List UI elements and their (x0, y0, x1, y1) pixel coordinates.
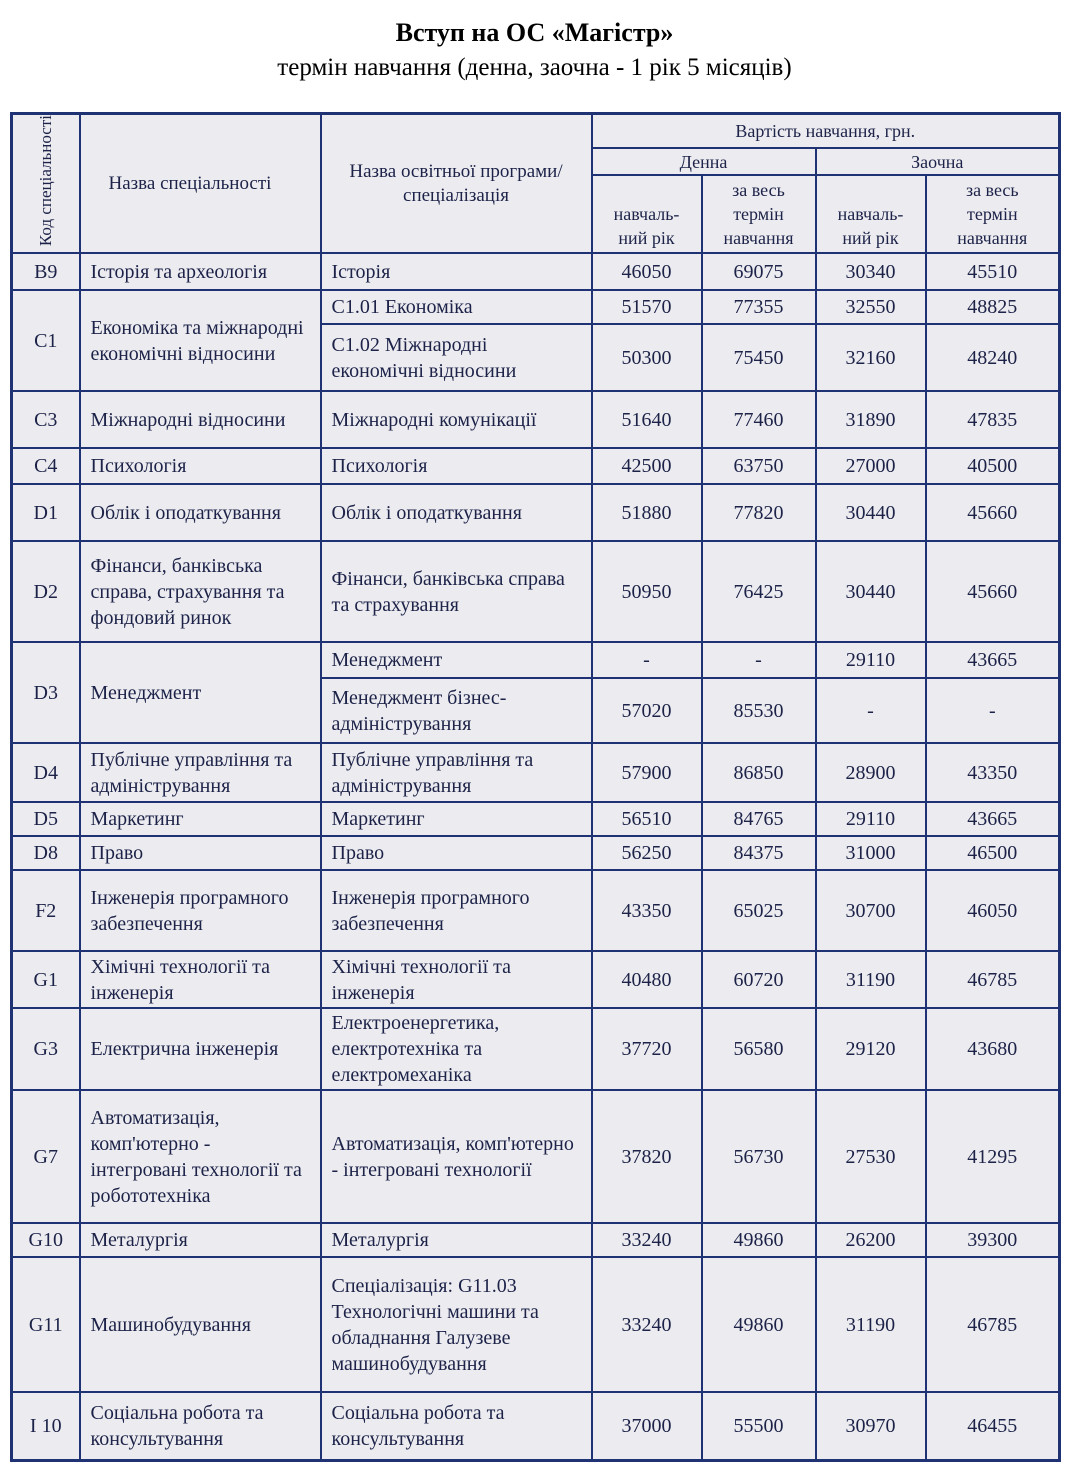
table-row (12, 1257, 1060, 1392)
row-d-year: 57020 (592, 678, 702, 743)
row-z-total: 43680 (926, 1008, 1060, 1090)
row-d-total: 84765 (702, 802, 816, 836)
row-z-year: 31890 (816, 391, 926, 448)
header-fulltime-year: навчаль- ний рік (592, 175, 702, 253)
row-program: Публічне управління та адміністрування (321, 743, 592, 802)
row-z-total: 43665 (926, 642, 1060, 678)
row-z-year: 30440 (816, 484, 926, 541)
row-z-total: 46785 (926, 1257, 1060, 1392)
row-program: Менеджмент (321, 642, 592, 678)
row-program: Право (321, 836, 592, 870)
row-d-total: 76425 (702, 541, 816, 642)
row-d-total: 56730 (702, 1090, 816, 1223)
table-row (12, 743, 1060, 802)
header-fulltime-total: за весь термін навчання (702, 175, 816, 253)
row-z-year: 29120 (816, 1008, 926, 1090)
row-specialty: Фінанси, банківська справа, страхування та фондовий ринок (80, 541, 321, 642)
table-row (12, 1008, 1060, 1090)
row-program: Менеджмент бізнес-адміністрування (321, 678, 592, 743)
row-d-total: 84375 (702, 836, 816, 870)
row-specialty: Машинобудування (80, 1257, 321, 1392)
row-z-year: 29110 (816, 802, 926, 836)
row-d-total: 77460 (702, 391, 816, 448)
row-d-year: 37820 (592, 1090, 702, 1223)
row-z-year: 32550 (816, 290, 926, 324)
row-d-year: 43350 (592, 870, 702, 951)
row-d-total: 77820 (702, 484, 816, 541)
header-cost: Вартість навчання, грн. (592, 114, 1060, 149)
row-z-total: 40500 (926, 448, 1060, 484)
table-row (12, 1392, 1060, 1460)
table-row (12, 836, 1060, 870)
row-d-total: 69075 (702, 253, 816, 290)
row-z-year: 27000 (816, 448, 926, 484)
row-z-total: 43665 (926, 802, 1060, 836)
row-program: Металургія (321, 1223, 592, 1257)
row-specialty: Психологія (80, 448, 321, 484)
row-d-year: 56250 (592, 836, 702, 870)
row-code: D5 (12, 802, 80, 836)
row-specialty: Металургія (80, 1223, 321, 1257)
row-specialty: Електрична інженерія (80, 1008, 321, 1090)
row-program: Інженерія програмного забезпечення (321, 870, 592, 951)
row-specialty: Автоматизація, комп'ютерно - інтегровані технології та робототехніка (80, 1090, 321, 1223)
row-code: C4 (12, 448, 80, 484)
table-row (12, 253, 1060, 290)
row-specialty: Соціальна робота та консультування (80, 1392, 321, 1460)
row-d-year: 40480 (592, 951, 702, 1008)
row-specialty: Право (80, 836, 321, 870)
row-code: C1 (12, 290, 80, 391)
row-z-year: 28900 (816, 743, 926, 802)
row-specialty: Маркетинг (80, 802, 321, 836)
row-d-total: 56580 (702, 1008, 816, 1090)
row-code: D3 (12, 642, 80, 743)
row-program: Спеціалізація: G11.03 Технологічні машини та обладнання Галузеве машинобудування (321, 1257, 592, 1392)
row-code: G7 (12, 1090, 80, 1223)
row-z-year: 27530 (816, 1090, 926, 1223)
row-code: G1 (12, 951, 80, 1008)
row-d-year: 42500 (592, 448, 702, 484)
header-program: Назва освітньої програми/спеціалізація (321, 114, 592, 254)
header-fulltime: Денна (592, 148, 816, 175)
row-z-total: 48825 (926, 290, 1060, 324)
row-z-year: 30700 (816, 870, 926, 951)
row-code: D1 (12, 484, 80, 541)
row-d-total: 49860 (702, 1257, 816, 1392)
row-code: G11 (12, 1257, 80, 1392)
row-specialty: Історія та археологія (80, 253, 321, 290)
table-row (12, 802, 1060, 836)
row-d-year: 50950 (592, 541, 702, 642)
row-d-year: 51880 (592, 484, 702, 541)
row-specialty: Міжнародні відносини (80, 391, 321, 448)
row-code: I 10 (12, 1392, 80, 1460)
header-parttime: Заочна (816, 148, 1060, 175)
row-z-year: 31190 (816, 1257, 926, 1392)
row-z-total: 47835 (926, 391, 1060, 448)
row-specialty: Хімічні технології та інженерія (80, 951, 321, 1008)
row-program: Соціальна робота та консультування (321, 1392, 592, 1460)
row-d-year: 33240 (592, 1257, 702, 1392)
row-z-total: 46500 (926, 836, 1060, 870)
row-d-total: 65025 (702, 870, 816, 951)
row-code: F2 (12, 870, 80, 951)
row-z-year: 30340 (816, 253, 926, 290)
row-d-year: 56510 (592, 802, 702, 836)
row-z-total: 41295 (926, 1090, 1060, 1223)
row-specialty: Інженерія програмного забезпечення (80, 870, 321, 951)
row-program: Маркетинг (321, 802, 592, 836)
row-d-total: 60720 (702, 951, 816, 1008)
row-z-total: 46050 (926, 870, 1060, 951)
row-d-total: 85530 (702, 678, 816, 743)
row-d-year: 51640 (592, 391, 702, 448)
row-d-total: 63750 (702, 448, 816, 484)
table-row (12, 951, 1060, 1008)
row-code: D8 (12, 836, 80, 870)
row-z-total: 46455 (926, 1392, 1060, 1460)
row-specialty: Менеджмент (80, 642, 321, 743)
header-parttime-total: за весь термін навчання (926, 175, 1060, 253)
table-row (12, 541, 1060, 642)
header-specialty: Назва спеціальності (80, 114, 321, 254)
header-parttime-year: навчаль- ний рік (816, 175, 926, 253)
header-code: Код спеціальності (12, 114, 80, 254)
row-z-year: 30970 (816, 1392, 926, 1460)
page-subtitle: термін навчання (денна, заочна - 1 рік 5 місяців) (277, 54, 792, 81)
row-specialty: Економіка та міжнародні економічні відносини (80, 290, 321, 391)
row-d-year: 46050 (592, 253, 702, 290)
row-z-year: 32160 (816, 324, 926, 391)
row-z-total: 48240 (926, 324, 1060, 391)
row-d-year: 51570 (592, 290, 702, 324)
row-z-total: 43350 (926, 743, 1060, 802)
row-d-year: 57900 (592, 743, 702, 802)
row-program: С1.02 Міжнародні економічні відносини (321, 324, 592, 391)
row-code: C3 (12, 391, 80, 448)
row-program: Автоматизація, комп'ютерно - інтегровані технології (321, 1090, 592, 1223)
page-title: Вступ на ОС «Магістр» (395, 18, 674, 47)
row-z-total: 45660 (926, 541, 1060, 642)
row-d-total: 86850 (702, 743, 816, 802)
row-d-total: 55500 (702, 1392, 816, 1460)
row-d-year: 37720 (592, 1008, 702, 1090)
row-code: G10 (12, 1223, 80, 1257)
tuition-table (10, 112, 1061, 1462)
row-specialty: Облік і оподаткування (80, 484, 321, 541)
table-row (12, 448, 1060, 484)
row-program: Фінанси, банківська справа та страхування (321, 541, 592, 642)
row-program: Хімічні технології та інженерія (321, 951, 592, 1008)
row-specialty: Публічне управління та адміністрування (80, 743, 321, 802)
table-row (12, 484, 1060, 541)
row-z-year: 26200 (816, 1223, 926, 1257)
row-program: Електроенергетика, електротехніка та електромеханіка (321, 1008, 592, 1090)
table-row (12, 391, 1060, 448)
row-code: D2 (12, 541, 80, 642)
row-z-year: 29110 (816, 642, 926, 678)
row-z-total: 39300 (926, 1223, 1060, 1257)
row-z-total: 46785 (926, 951, 1060, 1008)
table-row (12, 870, 1060, 951)
row-d-year: 33240 (592, 1223, 702, 1257)
table-row (12, 642, 1060, 678)
row-d-total: - (702, 642, 816, 678)
row-d-total: 77355 (702, 290, 816, 324)
row-code: D4 (12, 743, 80, 802)
row-z-total: - (926, 678, 1060, 743)
row-z-total: 45510 (926, 253, 1060, 290)
row-code: B9 (12, 253, 80, 290)
row-d-total: 75450 (702, 324, 816, 391)
row-z-year: 31000 (816, 836, 926, 870)
row-program: Психологія (321, 448, 592, 484)
row-program: Міжнародні комунікації (321, 391, 592, 448)
table-row (12, 1223, 1060, 1257)
table-row (12, 1090, 1060, 1223)
row-program: Облік і оподаткування (321, 484, 592, 541)
row-z-total: 45660 (926, 484, 1060, 541)
row-z-year: 30440 (816, 541, 926, 642)
row-d-total: 49860 (702, 1223, 816, 1257)
row-z-year: 31190 (816, 951, 926, 1008)
row-d-year: - (592, 642, 702, 678)
row-program: Історія (321, 253, 592, 290)
row-z-year: - (816, 678, 926, 743)
row-code: G3 (12, 1008, 80, 1090)
row-program: С1.01 Економіка (321, 290, 592, 324)
table-row (12, 290, 1060, 324)
row-d-year: 37000 (592, 1392, 702, 1460)
row-d-year: 50300 (592, 324, 702, 391)
